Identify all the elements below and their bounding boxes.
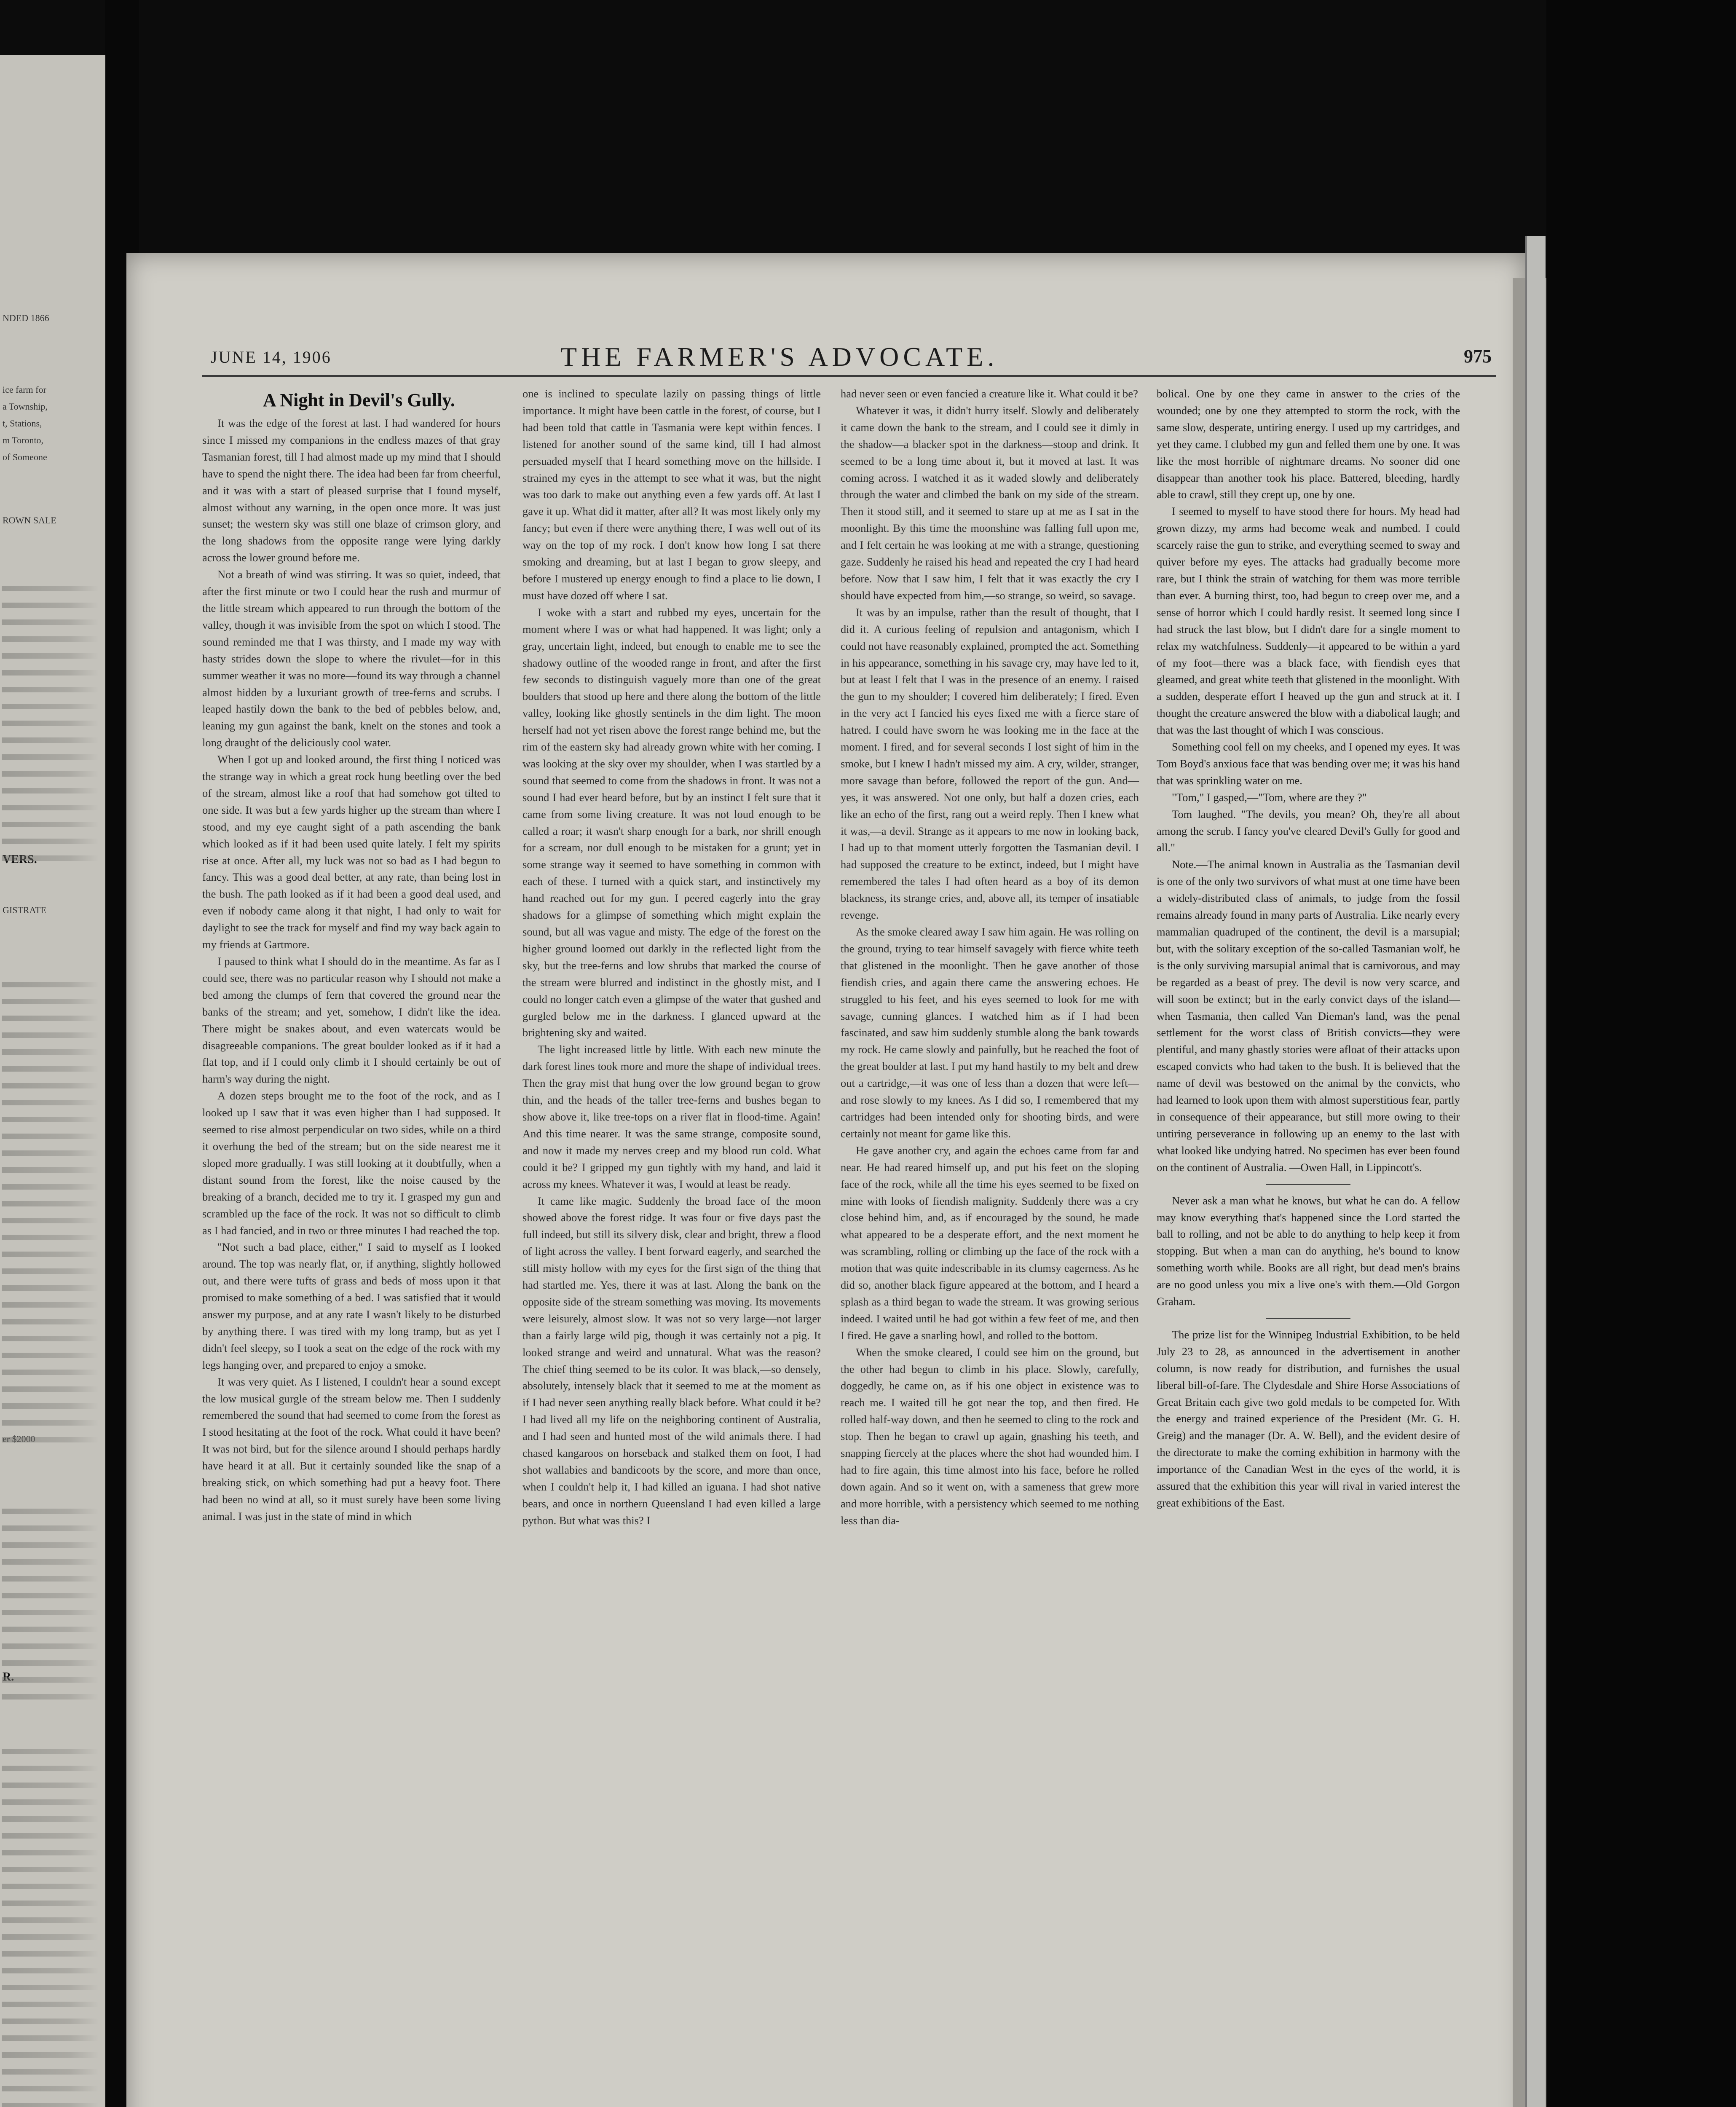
page-number: 975 bbox=[1464, 346, 1492, 367]
header-rule bbox=[202, 375, 1496, 377]
paragraph: It was by an impulse, rather than the result of thought, that I did it. A curious feeling of repulsion and antagonism, which I could not have reasonably explained, prompted the act. Something in his appearance, something in his savage cry, may have led to it, but at least I felt that I was in the presence of an enemy. I raised the gun to my shoulder; I covered him deliberately; I fired. Even in the very act I fancied his eyes fixed me with a fierce stare of hatred. I could have sworn he was looking me in the face at the moment. I fired, and for several seconds I lost sight of him in the smoke, but I knew I hadn't missed my aim. A cry, wilder, stranger, more savage than before, followed the report of the gun. And—yes, it was answered. Not one only, but half a dozen cries, each like an echo of the first, rang out a weird reply. Then I knew what it was,—a devil. Strange as it appears to me now in looking back, I had up to that moment utterly forgotten the Tasmanian devil. I had supposed the creature to be extinct, indeed, but I might have remembered the tales I had often heard as a boy of its demon blackness, its strange cries, and, above all, its temper of insatiable revenge. bbox=[841, 606, 1139, 922]
paragraph: When I got up and looked around, the first thing I noticed was the strange way in which a great rock hung beetling over the bed of the stream, almost like a roof that had somehow got tilted to one side. It was but a few yards higher up the stream than where I stood, and my eye caught sight of a path ascending the bank which looked as if it had been used quite lately. I felt my spirits rise at once. After all, my luck was not so bad as I had begun to fancy. This was a good deal better, at any rate, than being lost in the bush. The path looked as if it had been a good deal used, and even if nobody came along it that night, I had only to wait for daylight to see the track for myself and find my way back again to my friends at Gartmore. bbox=[202, 753, 501, 951]
facing-page-fragment-text: NDED 1866 bbox=[3, 313, 49, 323]
article-column-2 bbox=[522, 386, 821, 1529]
facing-page-lines bbox=[2, 982, 99, 1454]
paragraph: Tom laughed. "The devils, you mean? Oh, they're all about among the scrub. I fancy you've cleared Devil's Gully for good and all." bbox=[1157, 807, 1460, 854]
facing-page-fragment-text: a Township, bbox=[3, 401, 48, 412]
paragraph: I paused to think what I should do in the meantime. As far as I could see, there was no particular reason why I should not make a bed among the clumps of fern that covered the ground near the banks of the stream; and yet, somehow, I didn't like the idea. There might be snakes about, and even watercats would be disagreeable companions. The great boulder looked as if it had a flat top, and if I could only climb it I should certainly be out of harm's way during the night. bbox=[202, 955, 501, 1086]
facing-page-fragment-text: ice farm for bbox=[3, 384, 46, 395]
paragraph: The light increased little by little. With each new minute the dark forest lines took more and more the shape of individual trees. Then the gray mist that hung over the low ground began to grow thin, and the heads of the taller tree-ferns and bushes began to show above it, like tree-tops on a river flat in flood-time. Again! And this time nearer. It was the same strange, composite sound, and now it made my nerves creep and my blood run cold. What could it be? I gripped my gun tightly with my hand, and laid it across my knees. Whatever it was, I would at least be ready. bbox=[522, 1043, 821, 1190]
section-divider bbox=[1266, 1184, 1350, 1185]
facing-page-fragment-text: t, Stations, bbox=[3, 418, 42, 429]
page-header bbox=[211, 341, 1496, 375]
facing-page-lines bbox=[2, 586, 99, 872]
paragraph: It came like magic. Suddenly the broad face of the moon showed above the forest ridge. It was four or five days past the full indeed, but still its silvery disk, clear and bright, threw a flood of light across the valley. I bent forward eagerly, and searched the still misty hollow with my eyes for the first sign of the thing that had startled me. Yes, there it was at last. Along the bank on the opposite side of the stream something was moving. Its movements were leisurely, almost slow. It was not so very large—not larger than a fairly large wild pig, though it was certainly not a pig. It looked strange and weird and unnatural. What was the reason? The chief thing seemed to be its color. It was black,—so densely, absolutely, intensely black that it seemed to me at the moment as if I had never seen anything really black before. What could it be? I had lived all my life on the neighboring continent of Australia, and I had seen and hunted most of the wild animals there. I had chased kangaroos on horseback and stalked them on foot, I had shot wallabies and bandicoots by the score, and more than once, when I couldn't help it, I had killed an iguana. I had shot native bears, and once in northern Queensland I had even killed a large python. But what was this? I bbox=[522, 1194, 821, 1527]
article-column-1 bbox=[202, 386, 501, 1525]
paragraph: I woke with a start and rubbed my eyes, uncertain for the moment where I was or what had happened. It was light; only a gray, uncertain light, indeed, but enough to enable me to see the shadowy outline of the wooded range in front, and after the first few seconds to distinguish vaguely more than one of the great boulders that stood up here and there along the bottom of the little valley, looking like ghostly sentinels in the dim light. The moon herself had not yet risen above the forest range behind me, but the rim of the eastern sky had already grown white with her coming. I was looking at the sky over my shoulder, when I was startled by a sound that seemed to come from the shadows in front. It was not a sound I had ever heard before, but by an instinct I felt sure that it came from some living creature. It was not loud enough to be called a roar; it wasn't sharp enough for a bark, nor shrill enough for a scream, nor dull enough to be mistaken for a grunt; yet in some strange way it seemed to have something in common with each of these. I turned with a quick start, and instinctively my hand reached out for my gun. I peered eagerly into the gray shadows for a glimpse of something which might explain the sound, but all was vague and misty. The edge of the forest on the higher ground loomed out darkly in the reflected light from the sky, but the tree-ferns and low shrubs that marked the course of the stream were blurred and indistinct in the ghostly mist, and I could no longer catch even a glimpse of the water that gushed and gurgled below me in the darkness. I glanced upward at the brightening sky and waited. bbox=[522, 606, 821, 1039]
paragraph: "Not such a bad place, either," I said to myself as I looked around. The top was nearly flat, or, if anything, slightly hollowed out, and there were tufts of grass and beds of moss upon it that promised to make something of a bed. I was satisfied that it would answer my purpose, and at any rate I wasn't likely to be disturbed by anything there. I was tired with my long tramp, but as yet I didn't feel sleepy, so I took a seat on the edge of the rock with my legs hanging over, and prepared to enjoy a smoke. bbox=[202, 1241, 501, 1371]
section-divider bbox=[1266, 1318, 1350, 1319]
note-paragraph: Note.—The animal known in Australia as the Tasmanian devil is one of the only two survivors of what must at one time have been a widely-distributed class of animals, to judge from the fossil remains already found in many parts of Australia. Like nearly every mammalian quadruped of the continent, the devil is a marsupial; but, with the solitary exception of the so-called Tasmanian wolf, he is the only surviving marsupial animal that is carnivorous, and may be regarded as a beast of prey. The devil is now very scarce, and will soon be extinct; but in the early convict days of the island—when Tasmania, then called Van Dieman's land, was the penal settlement for the worst class of British convicts—they were plentiful, and many ghastly stories were afloat of their attacks upon escaped convicts who had taken to the bush. It is believed that the name of devil was bestowed on the animal by the convicts, who had learned to look upon them with almost superstitious fear, partly in consequence of their appearance, but still more owing to their untiring perseverance in following up an enemy to the last with what looked like undying hatred. No specimen has ever been found on the continent of Australia. —Owen Hall, in Lippincott's. bbox=[1157, 858, 1460, 1174]
facing-page-fragment-text: of Someone bbox=[3, 452, 47, 462]
filler-quote: Never ask a man what he knows, but what he can do. A fellow may know everything that's happened since the Lord started the ball to rolling, and not be able to do anything to help keep it from stopping. But when a man can do anything, he's bound to know something worth while. Books are all right, but dead men's brains are no good unless you mix a live one's with them.—Old Gorgon Graham. bbox=[1157, 1194, 1460, 1308]
paragraph: Whatever it was, it didn't hurry itself. Slowly and deliberately it came down the bank to the stream, and I could see it dimly in the shadow—a blacker spot in the darkness—stoop and drink. It seemed to be a long time about it, but it moved at last. It was coming across. I watched it as it waded slowly and deliberately through the water and climbed the bank on my side of the stream. Then it stood still, and it seemed to stare up at me as I sat in the moonlight. By this time the moonshine was falling full upon me, and I felt certain he was looking at me with a strange, questioning gaze. Suddenly he raised his head and repeated the cry I had heard before. Now that I saw him, I felt that it was exactly the cry I should have expected from him,—so strange, so weird, so savage. bbox=[841, 404, 1139, 602]
facing-page-fragment-text: er $2000 bbox=[3, 1434, 35, 1444]
exhibition-note: The prize list for the Winnipeg Industrial Exhibition, to be held July 23 to 28, as announced in the advertisement in another column, is now ready for distribution, and furnishes the usual liberal bill-of-fare. The Clydesdale and Shire Horse Associations of Great Britain each give two gold medals to be competed for. With the energy and trained experience of the President (Mr. G. H. Greig) and the manager (Dr. A. W. Bell), and the evident desire of the directorate to make the coming exhibition in harmony with the importance of the Canadian West in the eyes of the world, it is assured that the exhibition this year will rival in varied interest the great exhibitions of the East. bbox=[1157, 1328, 1460, 1509]
scan-background bbox=[1546, 0, 1736, 2107]
facing-page-fragment-text: ROWN SALE bbox=[3, 515, 56, 525]
paragraph: Not a breath of wind was stirring. It was so quiet, indeed, that after the first minute or two I could hear the rush and murmur of the little stream which appeared to run through the bottom of the valley, though it was invisible from the spot on which I stood. The sound reminded me that I was thirsty, and I made my way with hasty strides down the slope to where the rivulet—for in this summer weather it was no more—found its way through a channel almost hidden by a luxuriant growth of tree-ferns and scrubs. I leaped hastily down the bank to the bed of pebbles below, and, leaning my gun against the bank, knelt on the stones and took a long draught of the deliciously cool water. bbox=[202, 568, 501, 749]
paragraph: He gave another cry, and again the echoes came from far and near. He had reared himself up, and put his feet on the sloping face of the rock, while all the time his eyes seemed to be fixed on mine with looks of fiendish malignity. Suddenly there was a cry close behind him, and, as if encouraged by the sound, he made what appeared to be a desperate effort, and the next moment he was scrambling, rolling or climbing up the face of the rock with a motion that was quite indescribable in its clumsy eagerness. As he did so, another black figure appeared at the bottom, and I heard a splash as a third began to wade the stream. It was growing serious indeed. I waited until he had got within a few feet of me, and then I fired. He gave a snarling howl, and rolled to the bottom. bbox=[841, 1144, 1139, 1342]
facing-page-lines bbox=[2, 1749, 99, 2107]
paragraph: bolical. One by one they came in answer to the cries of the wounded; one by one they attempted to storm the rock, with the same slow, desperate, untiring energy. I used up my cartridges, and yet they came. I clubbed my gun and felled them one by one. It was like the most horrible of nightmare dreams. No sooner did one disappear than another took his place. Battered, bleeding, hardly able to crawl, still they crept up, one by one. bbox=[1157, 387, 1460, 501]
facing-page-fragment-text: m Toronto, bbox=[3, 435, 44, 445]
paragraph: one is inclined to speculate lazily on passing things of little importance. It might have been cattle in the forest, of course, but I had been told that cattle in Tasmania were kept within fences. I listened for another sound of the same kind, till I had almost persuaded myself that I heard something move on the hillside. I strained my eyes in the attempt to see what it was, but the night was too dark to make out anything even a few yards off. At last I gave it up. What did it matter, after all? It was most likely only my fancy; but even if there were anything there, I was well out of its way on the top of my rock. I don't know how long I sat there smoking and dreaming, but at last I began to grow sleepy, and before I mustered up energy enough to find a place to lie down, I must have dozed off where I sat. bbox=[522, 387, 821, 602]
masthead-title: THE FARMER'S ADVOCATE. bbox=[560, 342, 999, 372]
facing-page-fragment-text: VERS. bbox=[3, 853, 37, 866]
paragraph: It was the edge of the forest at last. I had wandered for hours since I missed my companions in the endless mazes of that gray Tasmanian forest, till I had almost made up my mind that I should have to spend the night there. The idea had been far from cheerful, and it was with a start of pleased surprise that I found myself, almost without any warning, in the open once more. It was just sunset; the western sky was still one blaze of crimson glory, and the long shadows from the opposite range were lying darkly across the lower ground before me. bbox=[202, 417, 501, 564]
paragraph: A dozen steps brought me to the foot of the rock, and as I looked up I saw that it was even higher than I had supposed. It seemed to rise almost perpendicular on two sides, while on a third it overhung the bed of the stream; but on the side nearest me it sloped more gradually. I was still looking at it doubtfully, when a distant sound from the forest, like the noise caused by the breaking of a branch, decided me to try it. I grasped my gun and scrambled up the face of the rock. It was not so difficult to climb as I had fancied, and in two or three minutes I had reached the top. bbox=[202, 1089, 501, 1237]
paragraph: I seemed to myself to have stood there for hours. My head had grown dizzy, my arms had become weak and numbed. I could scarcely raise the gun to strike, and everything seemed to sway and quiver before my eyes. The attacks had gradually become more rare, but I think the strain of watching for them was more terrible than ever. A burning thirst, too, had begun to creep over me, and a sense of horror which I could hardly resist. It seemed long since I had struck the last blow, but I didn't dare for a single moment to relax my watchfulness. Suddenly—it appeared to be within a yard of my foot—there was a black face, with fiendish eyes that gleamed, and great white teeth that glistened in the moonlight. With a sudden, desperate effort I heaved up the gun and struck at it. I thought the creature answered the blow with a diabolical laugh; and that was the last thought of which I was conscious. bbox=[1157, 505, 1460, 737]
paragraph: had never seen or even fancied a creature like it. What could it be? bbox=[841, 387, 1138, 400]
paragraph: It was very quiet. As I listened, I couldn't hear a sound except the low musical gurgle of the stream below me. Then I suddenly remembered the sound that had seemed to come from the forest as I stood hesitating at the foot of the rock. What could it have been? It was not bird, but for the silence around I should perhaps hardly have heard it at all. But it certainly sounded like the snap of a breaking stick, on which something had put a heavy foot. There had been no wind at all, so it must surely have been some living animal. I was just in the state of mind in which bbox=[202, 1375, 501, 1523]
paragraph: Something cool fell on my cheeks, and I opened my eyes. It was Tom Boyd's anxious face that was bending over me; it was his hand that was sprinkling water on me. bbox=[1157, 740, 1460, 787]
paragraph: When the smoke cleared, I could see him on the ground, but the other had begun to climb in his place. Slowly, carefully, doggedly, he came on, as if his one object in existence was to reach me. I waited till he got near the top, and then fired. He rolled half-way down, and then he seemed to cling to the rock and stop. Then he began to crawl up again, gnashing his teeth, and snapping fiercely at the places where the shot had wounded him. I had to fire again, this time almost into his face, before he rolled down again. And so it went on, with a sameness that grew more and more horrible, with a persistency which seemed to me nothing less than dia- bbox=[841, 1346, 1139, 1527]
facing-page-fragment bbox=[0, 55, 105, 2107]
facing-page-fragment-text: GISTRATE bbox=[3, 905, 46, 915]
paragraph: As the smoke cleared away I saw him again. He was rolling on the ground, trying to tear himself savagely with fierce white teeth that glistened in the moonlight. Then he gave another of those fiendish cries, and again there came the answering echoes. He struggled to his feet, and his eyes seemed to look for me with savage, cunning glances. I watched him as if I had been fascinated, and saw him suddenly stumble along the bank towards my rock. He came slowly and painfully, but he reached the foot of the great boulder at last. I put my hand hastily to my belt and drew out a cartridge,—it was one of less than a dozen that were left—and rose slowly to my knees. As I did so, I remembered that my cartridges had been intended only for shooting birds, and were certainly not meant for game like this. bbox=[841, 925, 1139, 1140]
article-column-4 bbox=[1157, 386, 1460, 1512]
paragraph: "Tom," I gasped,—"Tom, where are they ?" bbox=[1172, 791, 1367, 804]
scanner-clamp-bar bbox=[1525, 236, 1546, 2107]
issue-date: JUNE 14, 1906 bbox=[211, 348, 332, 367]
facing-page-fragment-text: R. bbox=[3, 1670, 14, 1683]
article-title: A Night in Devil's Gully. bbox=[263, 390, 455, 410]
facing-page-lines bbox=[2, 1509, 99, 1711]
article-column-3 bbox=[841, 386, 1139, 1529]
